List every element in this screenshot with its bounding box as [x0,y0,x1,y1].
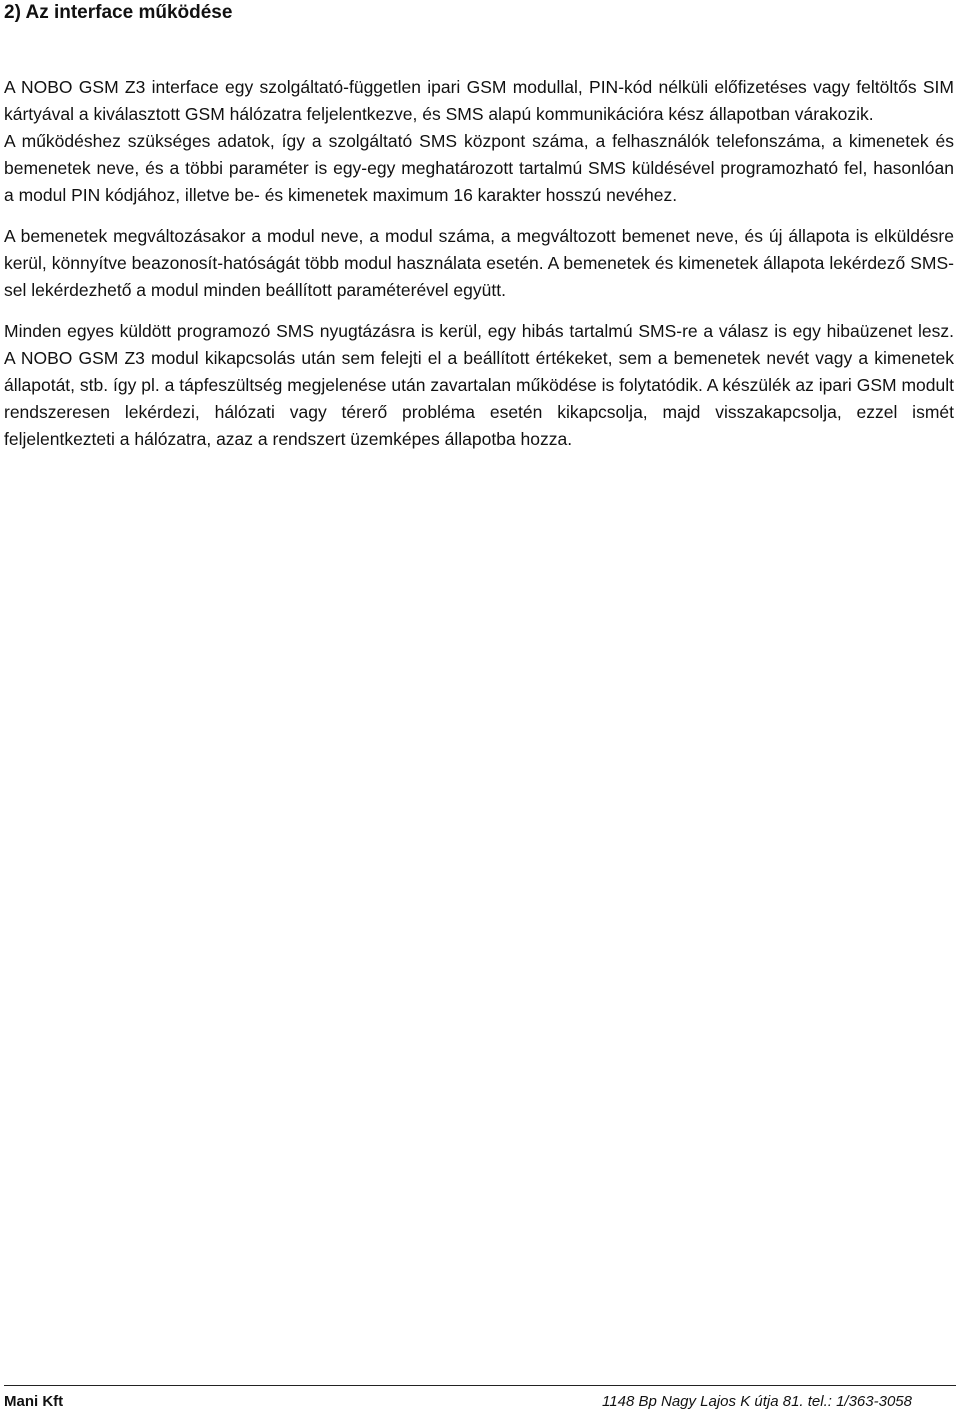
section-title: 2) Az interface működése [4,2,233,23]
footer-divider [4,1385,956,1386]
body-text [4,74,954,453]
paragraph-programming: A működéshez szükséges adatok, így a szolgáltató SMS központ száma, a felhasználók telefonszáma, a kimenetek és bemenetek neve, és a többi paraméter is egy-egy meghatározott tartalmú SMS küldésével programozható fel, hasonlóan a modul PIN kódjához, illetve be- és kimenetek maximum 16 karakter hosszú nevéhez. [4,131,954,205]
paragraph-intro: A NOBO GSM Z3 interface egy szolgáltató-független ipari GSM modullal, PIN-kód nélküli előfizetéses vagy feltöltős SIM kártyával a kiválasztott GSM hálózatra feljelentkezve, és SMS alapú kommunikációra kész állapotban várakozik. [4,77,954,124]
footer-address: 1148 Bp Nagy Lajos K útja 81. tel.: 1/363-3058 [602,1393,912,1410]
paragraph-acknowledgement: Minden egyes küldött programozó SMS nyugtázásra is kerül, egy hibás tartalmú SMS-re a válasz is egy hibaüzenet lesz. A NOBO GSM Z3 modul kikapcsolás után sem felejti el a beállított értékeket, sem a bemenetek nevét vagy a kimenetek állapotát, stb. így pl. a tápfeszültség megjelenése után zavartalan működése is folytatódik. A készülék az ipari GSM modult rendszeresen lekérdezi, hálózati vagy térerő probléma esetén kikapcsolja, majd visszakapcsolja, ezzel ismét feljelentkezteti a hálózatra, azaz a rendszert üzemképes állapotba hozza. [4,321,954,449]
footer-company: Mani Kft [4,1393,64,1410]
paragraph-inputs: A bemenetek megváltozásakor a modul neve, a modul száma, a megváltozott bemenet neve, és új állapota is elküldésre kerül, könnyítve beazonosít-hatóságát több modul használata esetén. A bemenetek és kimenetek állapota lekérdező SMS-sel lekérdezhető a modul minden beállított paraméterével együtt. [4,226,954,300]
